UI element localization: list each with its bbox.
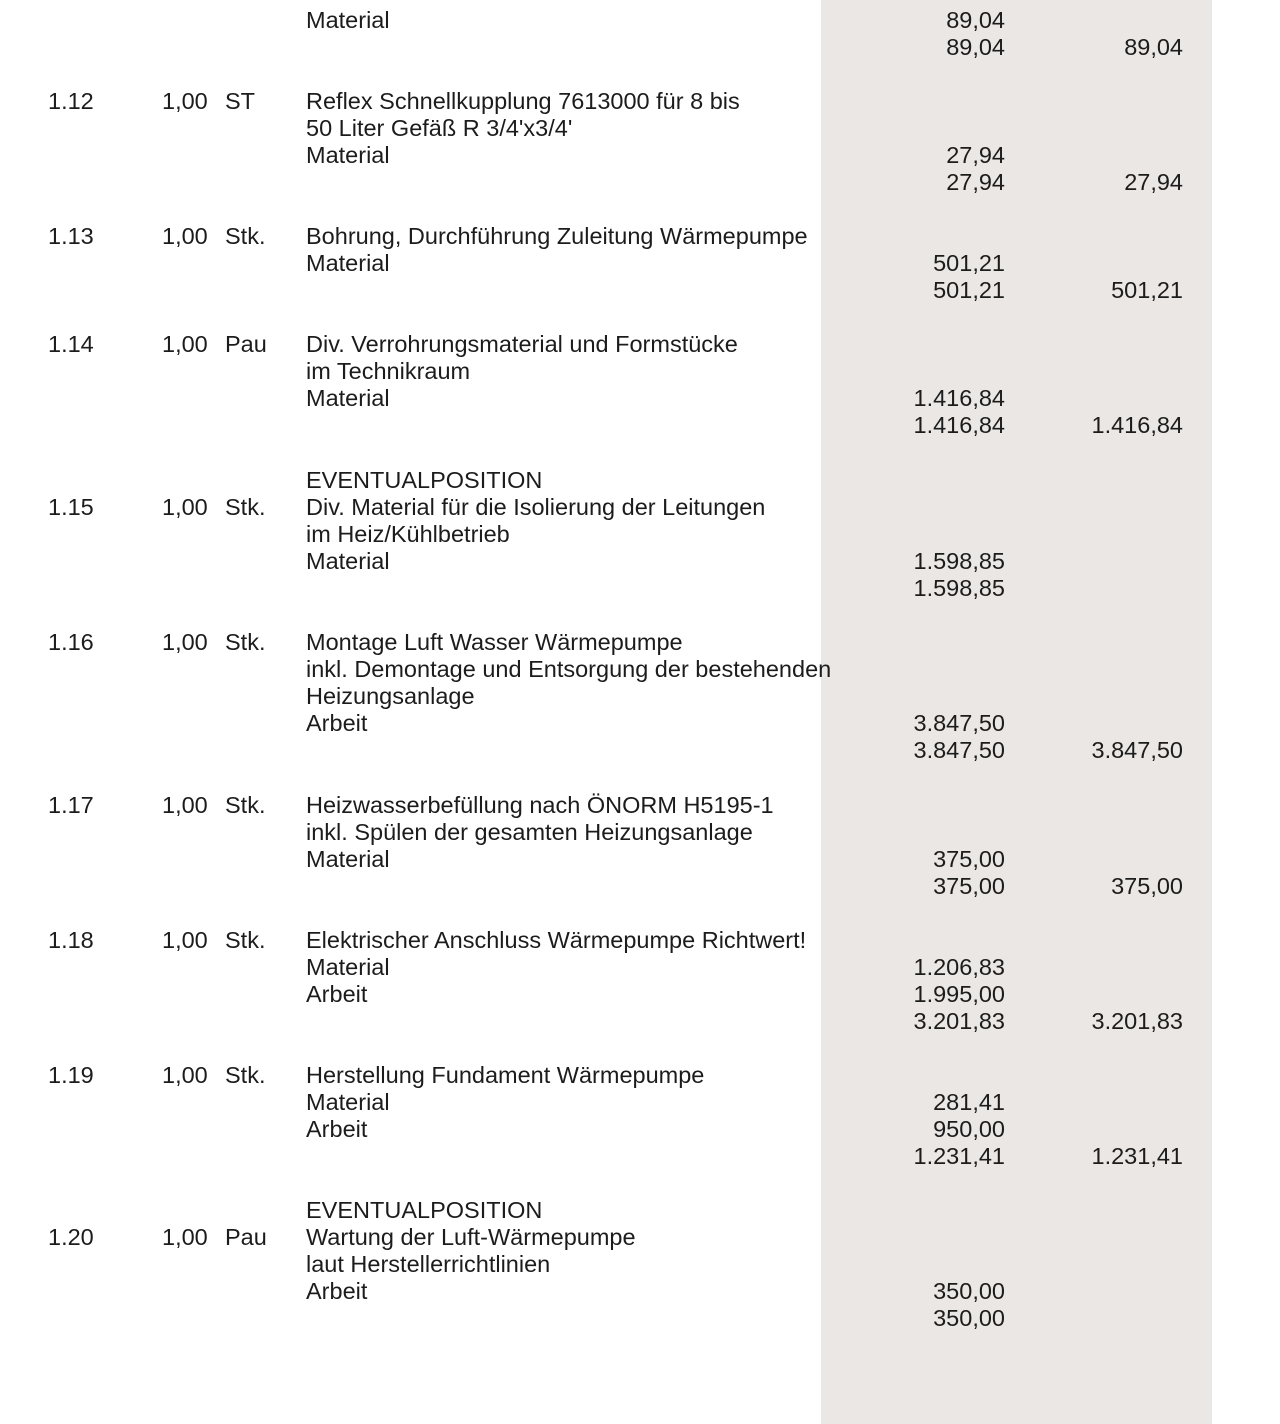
unit: Stk.: [225, 792, 266, 818]
line-amount: 1.416,84: [913, 412, 1005, 438]
line-amount: 1.416,84: [913, 385, 1005, 411]
item-description-line: Heizungsanlage: [306, 683, 475, 709]
line-amount: 501,21: [933, 277, 1005, 303]
position-number: 1.14: [48, 331, 94, 357]
line-amount: 1.598,85: [913, 575, 1005, 601]
unit: Stk.: [225, 494, 266, 520]
item-description-line: Heizwasserbefüllung nach ÖNORM H5195-1: [306, 792, 774, 818]
position-number: 1.15: [48, 494, 94, 520]
unit: Pau: [225, 331, 267, 357]
quantity: 1,00: [162, 88, 208, 114]
item-description-line: laut Herstellerrichtlinien: [306, 1251, 551, 1277]
line-amount: 950,00: [933, 1116, 1005, 1142]
position-number: 1.17: [48, 792, 94, 818]
item-description-line: Material: [306, 250, 390, 276]
quantity: 1,00: [162, 629, 208, 655]
line-amount: 89,04: [946, 34, 1005, 60]
position-number: 1.18: [48, 927, 94, 953]
item-total: 501,21: [1111, 277, 1183, 303]
item-description-line: Arbeit: [306, 981, 368, 1007]
item-description-line: Montage Luft Wasser Wärmepumpe: [306, 629, 683, 655]
quantity: 1,00: [162, 1062, 208, 1088]
item-description-line: Material: [306, 385, 390, 411]
item-total: 3.847,50: [1091, 737, 1183, 763]
line-amount: 1.206,83: [913, 954, 1005, 980]
line-amount: 375,00: [933, 873, 1005, 899]
unit: Pau: [225, 1224, 267, 1250]
line-amount: 281,41: [933, 1089, 1005, 1115]
item-description-line: inkl. Spülen der gesamten Heizungsanlage: [306, 819, 753, 845]
quantity: 1,00: [162, 223, 208, 249]
position-number: 1.16: [48, 629, 94, 655]
item-description-line: Reflex Schnellkupplung 7613000 für 8 bis: [306, 88, 740, 114]
item-description-line: Div. Material für die Isolierung der Leitungen: [306, 494, 766, 520]
item-total: 3.201,83: [1091, 1008, 1183, 1034]
line-amount: 3.847,50: [913, 710, 1005, 736]
line-amount: 27,94: [946, 169, 1005, 195]
item-description-line: 50 Liter Gefäß R 3/4'x3/4': [306, 115, 573, 141]
item-total: 1.231,41: [1091, 1143, 1183, 1169]
item-description-line: Arbeit: [306, 1116, 368, 1142]
item-total: 1.416,84: [1091, 412, 1183, 438]
item-description-line: Arbeit: [306, 1278, 368, 1304]
line-amount: 89,04: [946, 7, 1005, 33]
position-number: 1.19: [48, 1062, 94, 1088]
line-amount: 27,94: [946, 142, 1005, 168]
item-description-line: Material: [306, 954, 390, 980]
item-description-line: Material: [306, 7, 390, 33]
item-description-line: Elektrischer Anschluss Wärmepumpe Richtwert!: [306, 927, 807, 953]
line-amount: 1.231,41: [913, 1143, 1005, 1169]
position-number: 1.12: [48, 88, 94, 114]
item-description-line: EVENTUALPOSITION: [306, 1197, 543, 1223]
item-description-line: EVENTUALPOSITION: [306, 467, 543, 493]
unit: ST: [225, 88, 256, 114]
item-description-line: Material: [306, 548, 390, 574]
item-description-line: Wartung der Luft-Wärmepumpe: [306, 1224, 636, 1250]
unit: Stk.: [225, 1062, 266, 1088]
line-amount: 375,00: [933, 846, 1005, 872]
line-amount: 3.847,50: [913, 737, 1005, 763]
item-description-line: Herstellung Fundament Wärmepumpe: [306, 1062, 705, 1088]
position-number: 1.13: [48, 223, 94, 249]
item-total: 27,94: [1124, 169, 1183, 195]
quantity: 1,00: [162, 494, 208, 520]
item-description-line: Arbeit: [306, 710, 368, 736]
line-amount: 1.598,85: [913, 548, 1005, 574]
line-amount: 3.201,83: [913, 1008, 1005, 1034]
quantity: 1,00: [162, 927, 208, 953]
item-description-line: im Technikraum: [306, 358, 471, 384]
line-amount: 501,21: [933, 250, 1005, 276]
item-description-line: Bohrung, Durchführung Zuleitung Wärmepumpe: [306, 223, 808, 249]
line-amount: 350,00: [933, 1305, 1005, 1331]
item-total: 89,04: [1124, 34, 1183, 60]
item-description-line: Div. Verrohrungsmaterial und Formstücke: [306, 331, 738, 357]
item-description-line: Material: [306, 142, 390, 168]
item-description-line: Material: [306, 1089, 390, 1115]
item-description-line: inkl. Demontage und Entsorgung der bestehenden: [306, 656, 832, 682]
unit: Stk.: [225, 223, 266, 249]
item-description-line: im Heiz/Kühlbetrieb: [306, 521, 510, 547]
quantity: 1,00: [162, 1224, 208, 1250]
quantity: 1,00: [162, 792, 208, 818]
line-amount: 350,00: [933, 1278, 1005, 1304]
line-amount: 1.995,00: [913, 981, 1005, 1007]
unit: Stk.: [225, 629, 266, 655]
item-total: 375,00: [1111, 873, 1183, 899]
position-number: 1.20: [48, 1224, 94, 1250]
item-description-line: Material: [306, 846, 390, 872]
quantity: 1,00: [162, 331, 208, 357]
unit: Stk.: [225, 927, 266, 953]
